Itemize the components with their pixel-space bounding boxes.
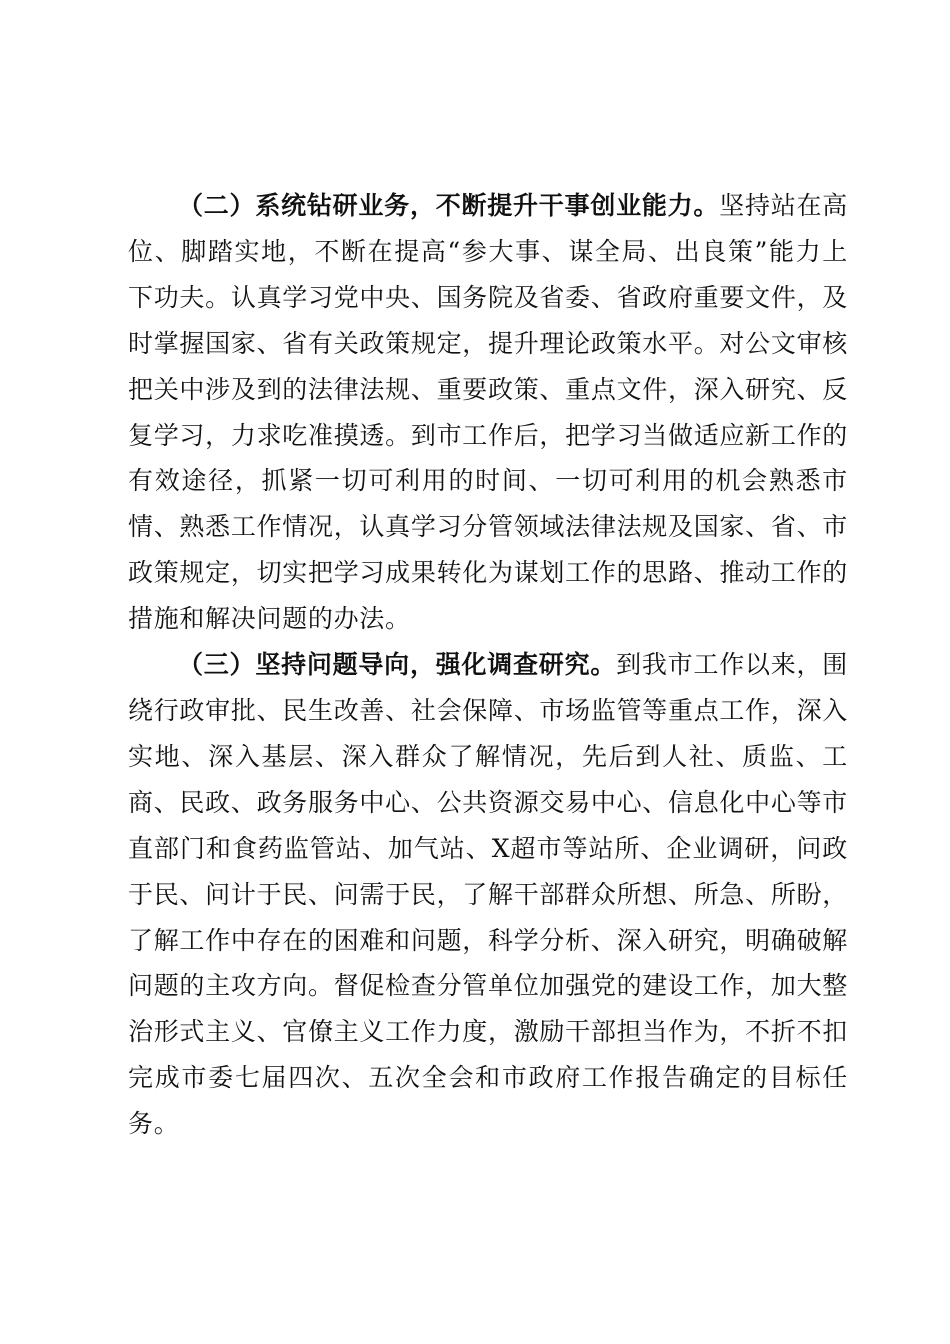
document-body — [128, 183, 848, 1147]
section-heading-2: （二）系统钻研业务，不断提升干事创业能力。 — [178, 191, 720, 220]
paragraph-text-2: 坚持站在高位、脚踏实地，不断在提高“参大事、谋全局、出良策”能力上下功夫。认真学习党中央、国务院及省委、省政府重要文件，及时掌握国家、省有关政策规定，提升理论政策水平。对公文审核把关中涉及到的法律法规、重要政策、重点文件，深入研究、反复学习，力求吃准摸透。到市工作后，把学习当做适应新工作的有效途径，抓紧一切可利用的时间、一切可利用的机会熟悉市情、熟悉工作情况，认真学习分管领域法律法规及国家、省、市政策规定，切实把学习成果转化为谋划工作的思路、推动工作的措施和解决问题的办法。 — [128, 191, 848, 634]
paragraph-text-3: 到我市工作以来，围绕行政审批、民生改善、社会保障、市场监管等重点工作，深入实地、深入基层、深入群众了解情况，先后到人社、质监、工商、民政、政务服务中心、公共资源交易中心、信息化中心等市直部门和食药监管站、加气站、X超市等站所、企业调研，问政于民、问计于民、问需于民，了解干部群众所想、所急、所盼，了解工作中存在的困难和问题，科学分析、深入研究，明确破解问题的主攻方向。督促检查分管单位加强党的建设工作，加大整治形式主义、官僚主义工作力度，激励干部担当作为，不折不扣完成市委七届四次、五次全会和市政府工作报告确定的目标任务。 — [128, 650, 848, 1139]
section-heading-3: （三）坚持问题导向，强化调查研究。 — [178, 650, 617, 680]
paragraph-2 — [128, 183, 848, 642]
paragraph-3 — [128, 642, 848, 1147]
